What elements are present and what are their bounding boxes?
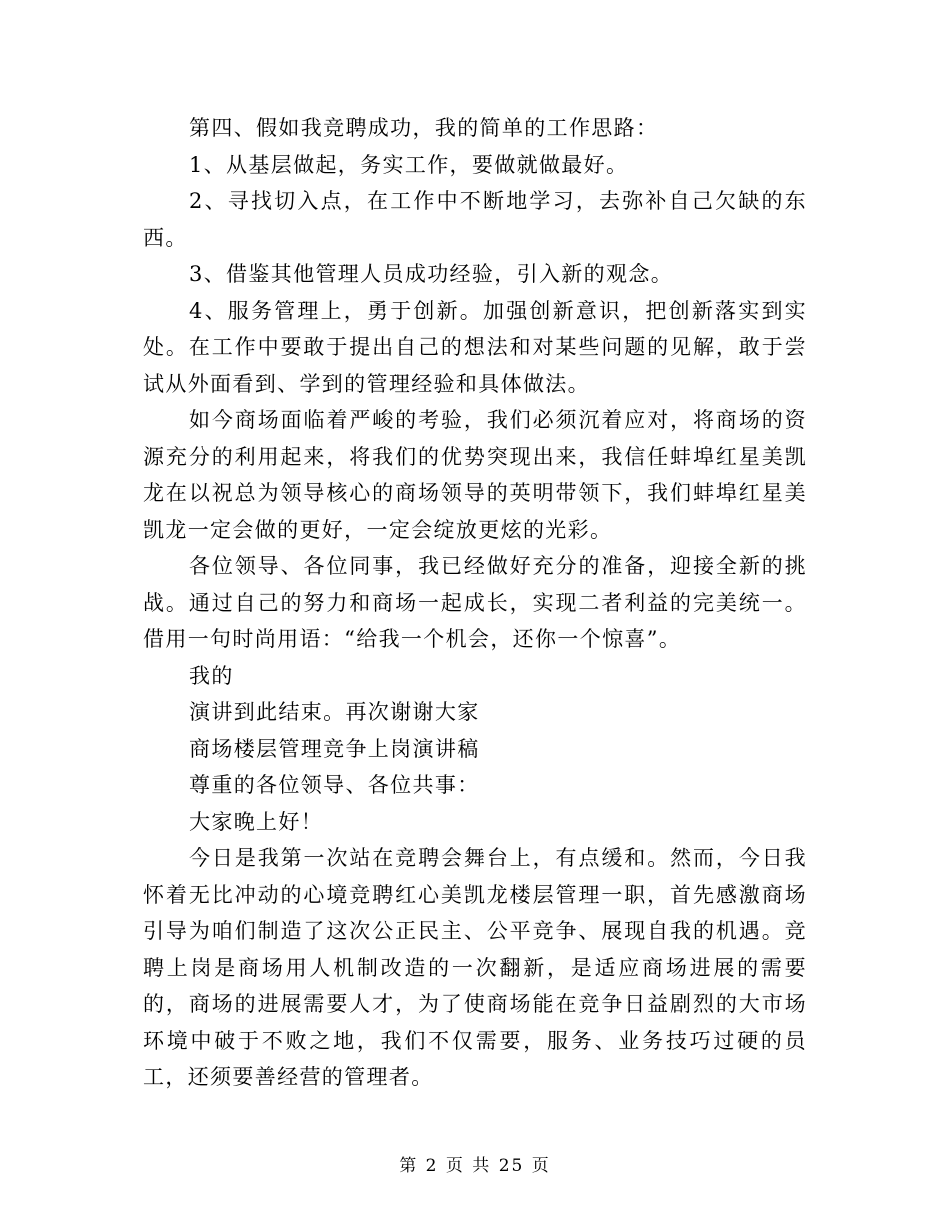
paragraph-salutation: 尊重的各位领导、各位共事： bbox=[189, 773, 480, 797]
paragraph-plan-item-2: 2、寻找切入点，在工作中不断地学习，去弥补自己欠缺的东西。 bbox=[143, 189, 807, 250]
paragraph-plan-item-3: 3、借鉴其他管理人员成功经验，引入新的观念。 bbox=[189, 262, 674, 286]
document-body bbox=[143, 110, 807, 1096]
speech-title: 商场楼层管理竞争上岗演讲稿 bbox=[189, 736, 480, 761]
paragraph-plan-item-1: 1、从基层做起，务实工作，要做就做最好。 bbox=[189, 152, 629, 177]
paragraph-work-plan-heading: 第四、假如我竞聘成功，我的简单的工作思路： bbox=[189, 116, 659, 140]
paragraph-my: 我的 bbox=[189, 663, 234, 688]
paragraph-greeting: 大家晚上好！ bbox=[189, 809, 324, 834]
paragraph-market-challenge: 如今商场面临着严峻的考验，我们必须沉着应对，将商场的资源充分的利用起来，将我们的优势突现出来，我信任蚌埠红星美凯龙在以祝总为领导核心的商场领导的英明带领下，我们蚌埠红星美凯龙一定会做的更好，一定会绽放更炫的光彩。 bbox=[143, 408, 807, 542]
paragraph-ready-for-challenge: 各位领导、各位同事，我已经做好充分的准备，迎接全新的挑战。通过自己的努力和商场一起成长，实现二者利益的完美统一。借用一句时尚用语：“给我一个机会，还你一个惊喜”。 bbox=[143, 554, 807, 651]
paragraph-plan-item-4: 4、服务管理上，勇于创新。加强创新意识，把创新落实到实处。在工作中要敢于提出自己的想法和对某些问题的见解，敢于尝试从外面看到、学到的管理经验和具体做法。 bbox=[143, 298, 807, 396]
paragraph-speech-end: 演讲到此结束。再次谢谢大家 bbox=[189, 700, 480, 724]
page-number-footer: 第 2 页 共 25 页 bbox=[399, 1156, 551, 1176]
paragraph-speech-opening: 今日是我第一次站在竞聘会舞台上，有点缓和。然而，今日我怀着无比冲动的心境竞聘红心美凯龙楼层管理一职，首先感激商场引导为咱们制造了这次公正民主、公平竞争、展现自我的机遇。竞聘上岗是商场用人机制改造的一次翻新，是适应商场进展的需要的，商场的进展需要人才，为了使商场能在竞争日益剧烈的大市场环境中破于不败之地，我们不仅需要，服务、业务技巧过硬的员工，还须要善经营的管理者。 bbox=[143, 846, 807, 1089]
